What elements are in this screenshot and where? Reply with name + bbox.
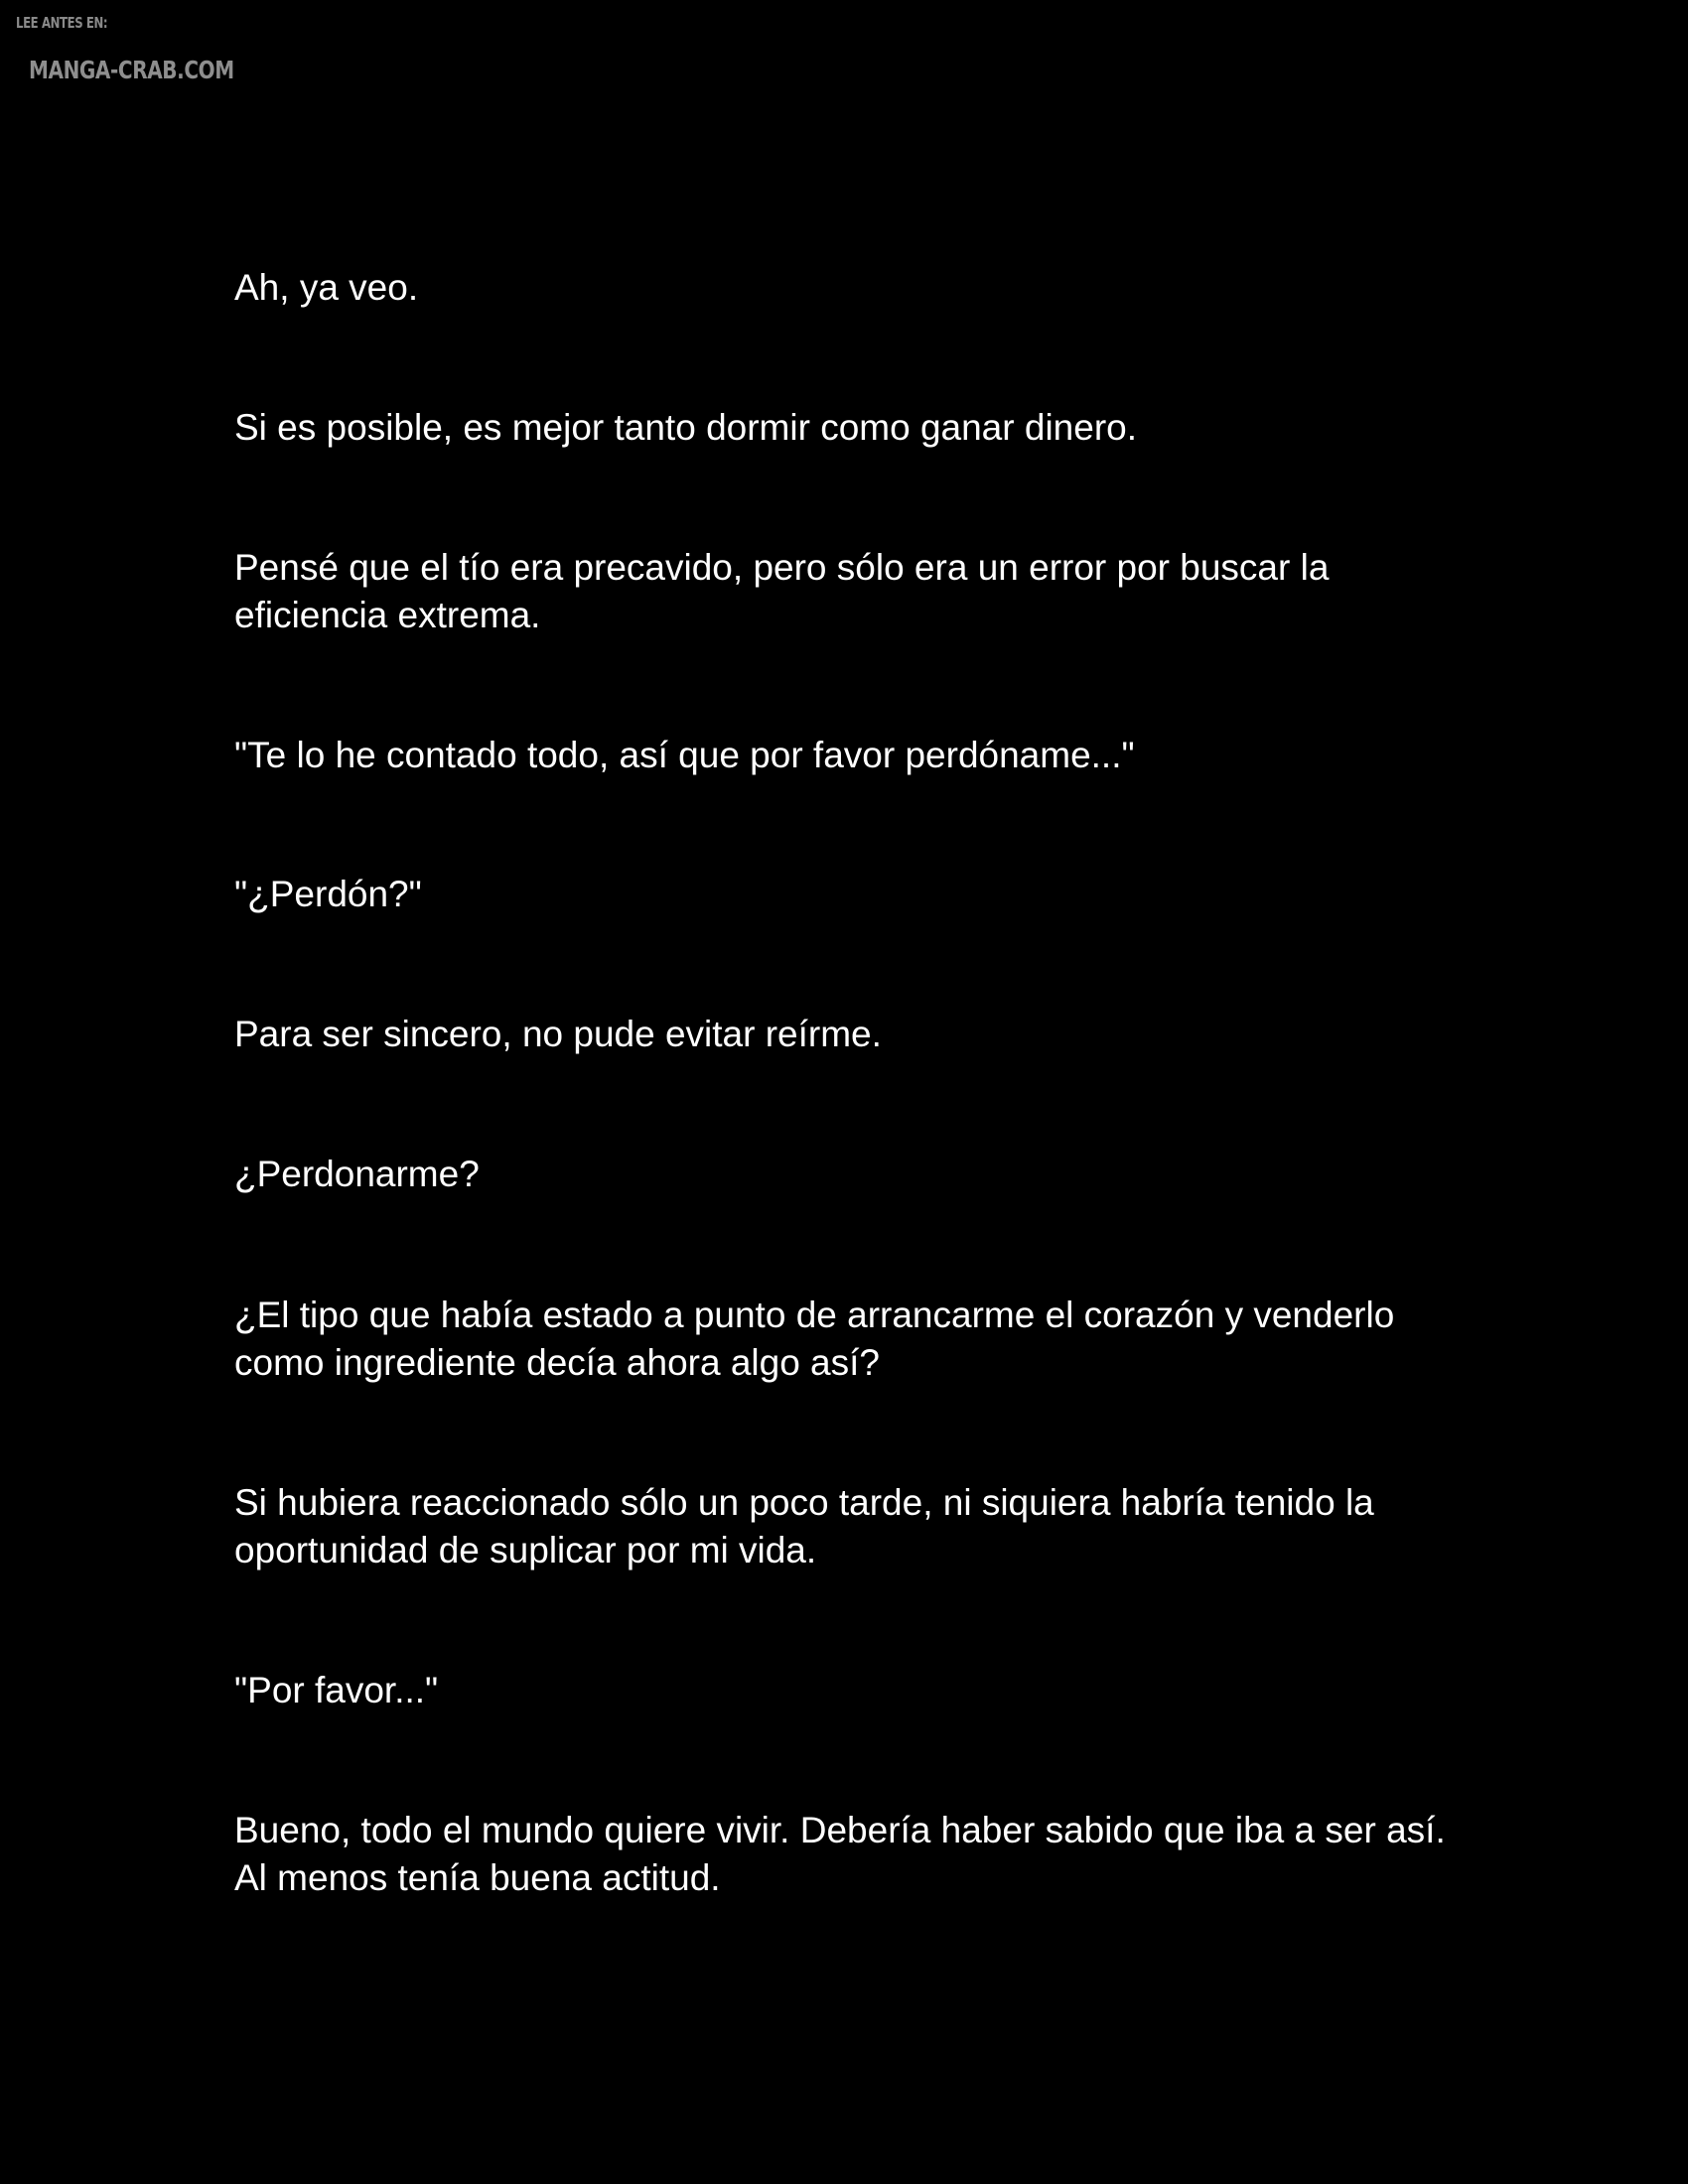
paragraph: ¿El tipo que había estado a punto de arrancarme el corazón y venderlo como ingrediente decía ahora algo así? (234, 1295, 1395, 1383)
paragraph: Pensé que el tío era precavido, pero sólo era un error por buscar la eficiencia extrema. (234, 547, 1330, 635)
paragraph: Bueno, todo el mundo quiere vivir. Debería haber sabido que iba a ser así. Al menos tenía buena actitud. (234, 1810, 1446, 1898)
paragraph: Si es posible, es mejor tanto dormir como ganar dinero. (234, 407, 1137, 448)
paragraph: "Por favor..." (234, 1670, 439, 1710)
watermark-label: LEE ANTES EN: (16, 14, 108, 32)
paragraph: Para ser sincero, no pude evitar reírme. (234, 1014, 882, 1054)
watermark-site: MANGA-CRAB.COM (29, 56, 234, 84)
paragraph: Si hubiera reaccionado sólo un poco tarde, ni siquiera habría tenido la oportunidad de suplicar por mi vida. (234, 1482, 1374, 1570)
paragraph: Ah, ya veo. (234, 267, 419, 308)
paragraph: "¿Perdón?" (234, 874, 422, 914)
paragraph: ¿Perdonarme? (234, 1154, 480, 1194)
paragraph: "Te lo he contado todo, así que por favor perdóname..." (234, 735, 1135, 775)
